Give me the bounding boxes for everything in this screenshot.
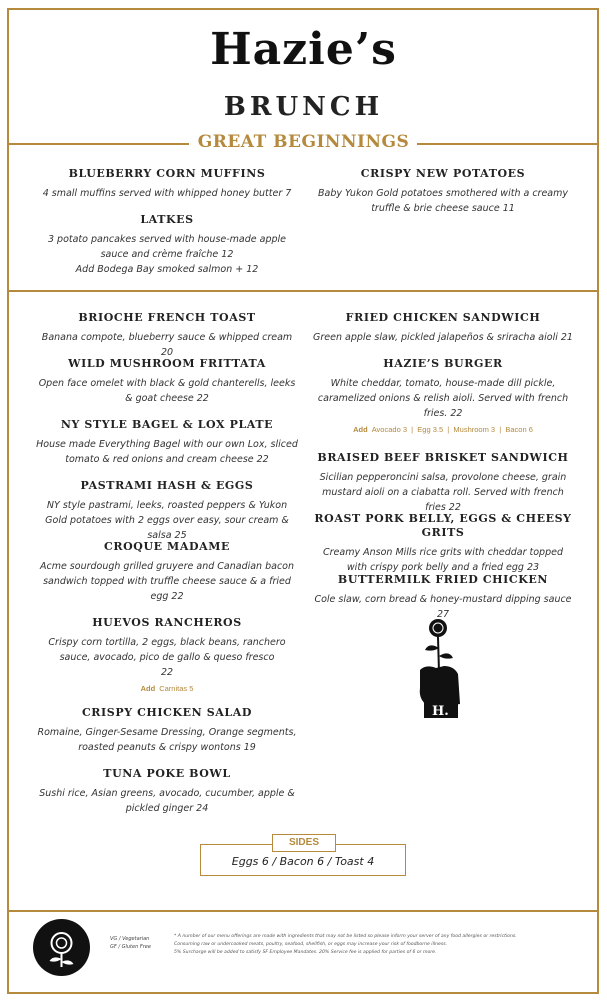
item-desc: Cole slaw, corn bread & honey-mustard dipping sauce 27 [314, 594, 572, 620]
legend-gluten-free: GF / Gluten Free [110, 944, 151, 950]
item-name: BLUEBERRY CORN MUFFINS [68, 167, 266, 180]
menu-item-ny-style-bagel-lox [36, 418, 298, 467]
footer-note-allergy: * A number of our menu offerings are made with ingredients that may not be listed so please inform your server of any food allergies or restrictions. [174, 934, 517, 939]
menu-item-croque-madame [36, 540, 298, 604]
item-extra: Add Bodega Bay smoked salmon + 12 [75, 264, 259, 275]
section-divider [9, 290, 597, 292]
illustration-monogram: H. [432, 704, 449, 719]
item-name: TUNA POKE BOWL [103, 767, 231, 780]
diet-legend [110, 935, 151, 951]
menu-item-fried-chicken-sandwich [312, 311, 574, 345]
item-name: BUTTERMILK FRIED CHICKEN [337, 573, 549, 586]
item-desc: House made Everything Bagel with our own Lox, sliced tomato & red onions and cream cheese 22 [36, 439, 298, 465]
legend-vegetarian: VG / Vegetarian [110, 936, 150, 942]
add-label: Add [353, 425, 368, 434]
menu-item-tuna-poke-bowl [36, 767, 298, 816]
item-name: PASTRAMI HASH & EGGS [80, 479, 254, 492]
item-desc: Sushi rice, Asian greens, avocado, cucumber, apple & pickled ginger 24 [39, 788, 295, 814]
sides-label: SIDES [272, 834, 336, 852]
footer-divider [9, 910, 597, 912]
item-name: FRIED CHICKEN SANDWICH [345, 311, 541, 324]
item-name: WILD MUSHROOM FRITTATA [68, 357, 266, 370]
rose-logo [33, 919, 90, 976]
menu-item-wild-mushroom-frittata [36, 357, 298, 406]
add-ons [36, 684, 298, 693]
menu-item-brioche-french-toast [36, 311, 298, 360]
sides-items: Eggs 6 / Bacon 6 / Toast 4 [231, 855, 375, 868]
footer-notes [174, 933, 574, 957]
item-desc: 4 small muffins served with whipped honey butter 7 [42, 188, 292, 199]
menu-item-blueberry-corn-muffins [36, 167, 298, 201]
add-label: Add [140, 684, 156, 693]
item-name: CRISPY CHICKEN SALAD [81, 706, 253, 719]
footer-note-raw: Consuming raw or undercooked meats, poultry, seafood, shellfish, or eggs may increase your risk of foodborne illness. [174, 942, 448, 947]
item-name: HUEVOS RANCHEROS [92, 616, 242, 629]
item-desc: Open face omelet with black & gold chanterells, leeks & goat cheese 22 [38, 378, 296, 404]
restaurant-name: Hazie’s [210, 24, 397, 75]
item-desc: Crispy corn tortilla, 2 eggs, black beans, ranchero sauce, avocado, pico de gallo & queso fresco [48, 637, 286, 663]
menu-title: BRUNCH [223, 92, 384, 122]
menu-item-hazies-burger [312, 357, 574, 434]
menu-item-pastrami-hash [36, 479, 298, 543]
section-title: GREAT BEGINNINGS [197, 132, 410, 152]
menu-item-crispy-new-potatoes [312, 167, 574, 216]
item-desc: Romaine, Ginger-Sesame Dressing, Orange segments, roasted peanuts & crispy wontons 19 [37, 727, 297, 753]
menu-item-huevos-rancheros [36, 616, 298, 693]
add-ons [312, 425, 574, 434]
item-desc: NY style pastrami, leeks, roasted peppers & Yukon Gold potatoes with 2 eggs over easy, sour cream & salsa 25 [45, 500, 289, 541]
add-items: Avocado 3 | Egg 3.5 | Mushroom 3 | Bacon 6 [371, 425, 533, 434]
hand-flower-illustration [410, 616, 470, 720]
footer-note-surcharge: 5% Surcharge will be added to satisfy SF Employee Mandates. 20% Service fee is applied for parties of 6 or more. [174, 950, 437, 955]
item-name: ROAST PORK BELLY, EGGS & CHEESY GRITS [314, 512, 572, 539]
item-desc: Acme sourdough grilled gruyere and Canadian bacon sandwich topped with truffle cheese sauce & a fried egg 22 [39, 561, 295, 602]
item-name: HAZIE’S BURGER [383, 357, 503, 370]
item-desc: White cheddar, tomato, house-made dill pickle, caramelized onions & relish aioli. Served with french fries. 22 [317, 378, 569, 419]
item-desc: Banana compote, blueberry sauce & whipped cream 20 [41, 332, 293, 358]
menu-item-buttermilk-fried-chicken [312, 573, 574, 622]
add-items: Carnitas 5 [159, 684, 194, 693]
item-desc: Baby Yukon Gold potatoes smothered with a creamy truffle & brie cheese sauce 11 [317, 188, 568, 214]
item-desc: Green apple slaw, pickled jalapeños & sriracha aioli 21 [313, 332, 573, 343]
item-name: CROQUE MADAME [103, 540, 230, 553]
rose-icon [33, 919, 90, 976]
item-price: 22 [160, 667, 174, 678]
menu-item-crispy-chicken-salad [36, 706, 298, 755]
item-name: CRISPY NEW POTATOES [360, 167, 526, 180]
menu-item-braised-beef-brisket [312, 451, 574, 515]
item-name: LATKES [140, 213, 194, 226]
item-name: NY STYLE BAGEL & LOX PLATE [60, 418, 274, 431]
menu-item-roast-pork-belly [312, 512, 574, 575]
item-name: BRIOCHE FRENCH TOAST [78, 311, 256, 324]
item-desc: Sicilian pepperoncini salsa, provolone cheese, grain mustard aioli on a ciabatta roll. Served with french fries 22 [319, 472, 567, 513]
item-name: BRAISED BEEF BRISKET SANDWICH [317, 451, 569, 464]
item-desc: 3 potato pancakes served with house-made apple sauce and crème fraîche 12 [47, 234, 287, 260]
item-desc: Creamy Anson Mills rice grits with cheddar topped with crispy pork belly and a fried egg 23 [323, 547, 563, 573]
menu-item-latkes [36, 213, 298, 277]
